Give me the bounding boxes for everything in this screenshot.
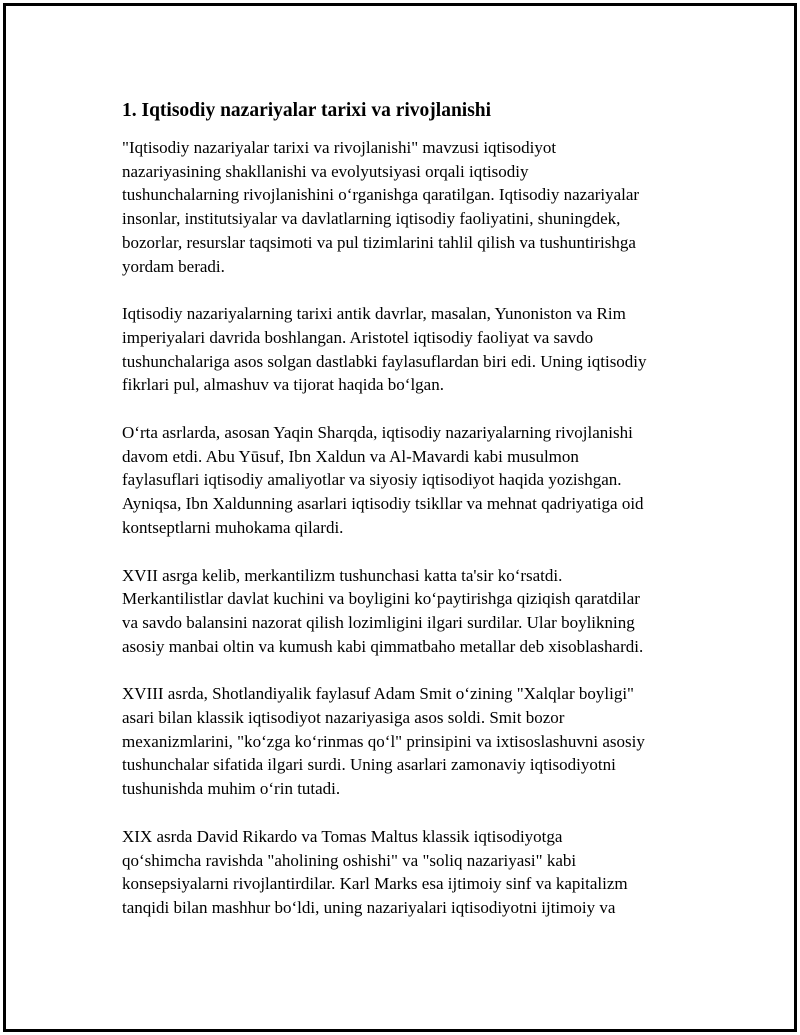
text-line: asari bilan klassik iqtisodiyot nazariyasiga asos soldi. Smit bozor xyxy=(122,708,565,728)
text-line: asosiy manbai oltin va kumush kabi qimmatbaho metallar deb xisoblashardi. xyxy=(122,636,644,656)
text-line: Ayniqsa, Ibn Xaldunning asarlari iqtisodiy tsikllar va mehnat qadriyatiga oid xyxy=(122,494,644,514)
section-title: 1. Iqtisodiy nazariyalar tarixi va rivojlanishi xyxy=(122,100,492,121)
text-line: mexanizmlarini, "koʻzga koʻrinmas qoʻl" prinsipini va ixtisoslashuvni asosiy xyxy=(122,731,645,751)
text-line: konsepsiyalarni rivojlantirdilar. Karl Marks esa ijtimoiy sinf va kapitalizm xyxy=(122,874,628,894)
text-line: kontseptlarni muhokama qilardi. xyxy=(122,517,344,537)
paragraph xyxy=(122,421,712,540)
paragraph-list xyxy=(122,136,712,920)
text-line: qoʻshimcha ravishda "aholining oshishi" va "soliq nazariyasi" kabi xyxy=(122,850,577,870)
text-line: Oʻrta asrlarda, asosan Yaqin Sharqda, iqtisodiy nazariyalarning rivojlanishi xyxy=(122,423,633,443)
document-body xyxy=(122,97,712,944)
page-frame xyxy=(3,3,797,1032)
text-line: tanqidi bilan mashhur boʻldi, uning nazariyalari iqtisodiyotni ijtimoiy va xyxy=(122,897,616,917)
text-line: XVII asrga kelib, merkantilizm tushunchasi katta ta'sir koʻrsatdi. xyxy=(122,565,563,585)
text-line: davom etdi. Abu Yūsuf, Ibn Xaldun va Al-Mavardi kabi musulmon xyxy=(122,446,579,466)
text-line: fikrlari pul, almashuv va tijorat haqida boʻlgan. xyxy=(122,375,444,395)
text-line: Iqtisodiy nazariyalarning tarixi antik davrlar, masalan, Yunoniston va Rim xyxy=(122,304,626,324)
paragraph xyxy=(122,682,712,801)
text-line: XVIII asrda, Shotlandiyalik faylasuf Adam Smit oʻzining "Xalqlar boyligi" xyxy=(122,684,634,704)
paragraph xyxy=(122,136,712,278)
text-line: tushunchalariga asos solgan dastlabki faylasuflardan biri edi. Uning iqtisodiy xyxy=(122,351,647,371)
text-line: va savdo balansini nazorat qilish lozimligini ilgari surdilar. Ular boylikning xyxy=(122,612,635,632)
text-line: yordam beradi. xyxy=(122,256,225,276)
text-line: Merkantilistlar davlat kuchini va boyligini koʻpaytirishga qiziqish qaratdilar xyxy=(122,589,640,609)
paragraph xyxy=(122,302,712,397)
text-line: XIX asrda David Rikardo va Tomas Maltus klassik iqtisodiyotga xyxy=(122,826,563,846)
text-line: tushunishda muhim oʻrin tutadi. xyxy=(122,779,341,799)
text-line: tushunchalar sifatida ilgari surdi. Uning asarlari zamonaviy iqtisodiyotni xyxy=(122,755,616,775)
text-line: insonlar, institutsiyalar va davlatlarning iqtisodiy faoliyatini, shuningdek, xyxy=(122,209,621,229)
text-line: tushunchalarning rivojlanishini oʻrganishga qaratilgan. Iqtisodiy nazariyalar xyxy=(122,185,640,205)
paragraph xyxy=(122,825,712,920)
text-line: "Iqtisodiy nazariyalar tarixi va rivojlanishi" mavzusi iqtisodiyot xyxy=(122,138,557,157)
paragraph xyxy=(122,564,712,659)
text-line: bozorlar, resurslar taqsimoti va pul tizimlarini tahlil qilish va tushuntirishga xyxy=(122,232,636,252)
text-line: imperiyalari davrida boshlangan. Aristotel iqtisodiy faoliyat va savdo xyxy=(122,327,594,347)
text-line: nazariyasining shakllanishi va evolyutsiyasi orqali iqtisodiy xyxy=(122,161,529,181)
text-line: faylasuflari iqtisodiy amaliyotlar va siyosiy iqtisodiyot haqida yozishgan. xyxy=(122,470,622,490)
